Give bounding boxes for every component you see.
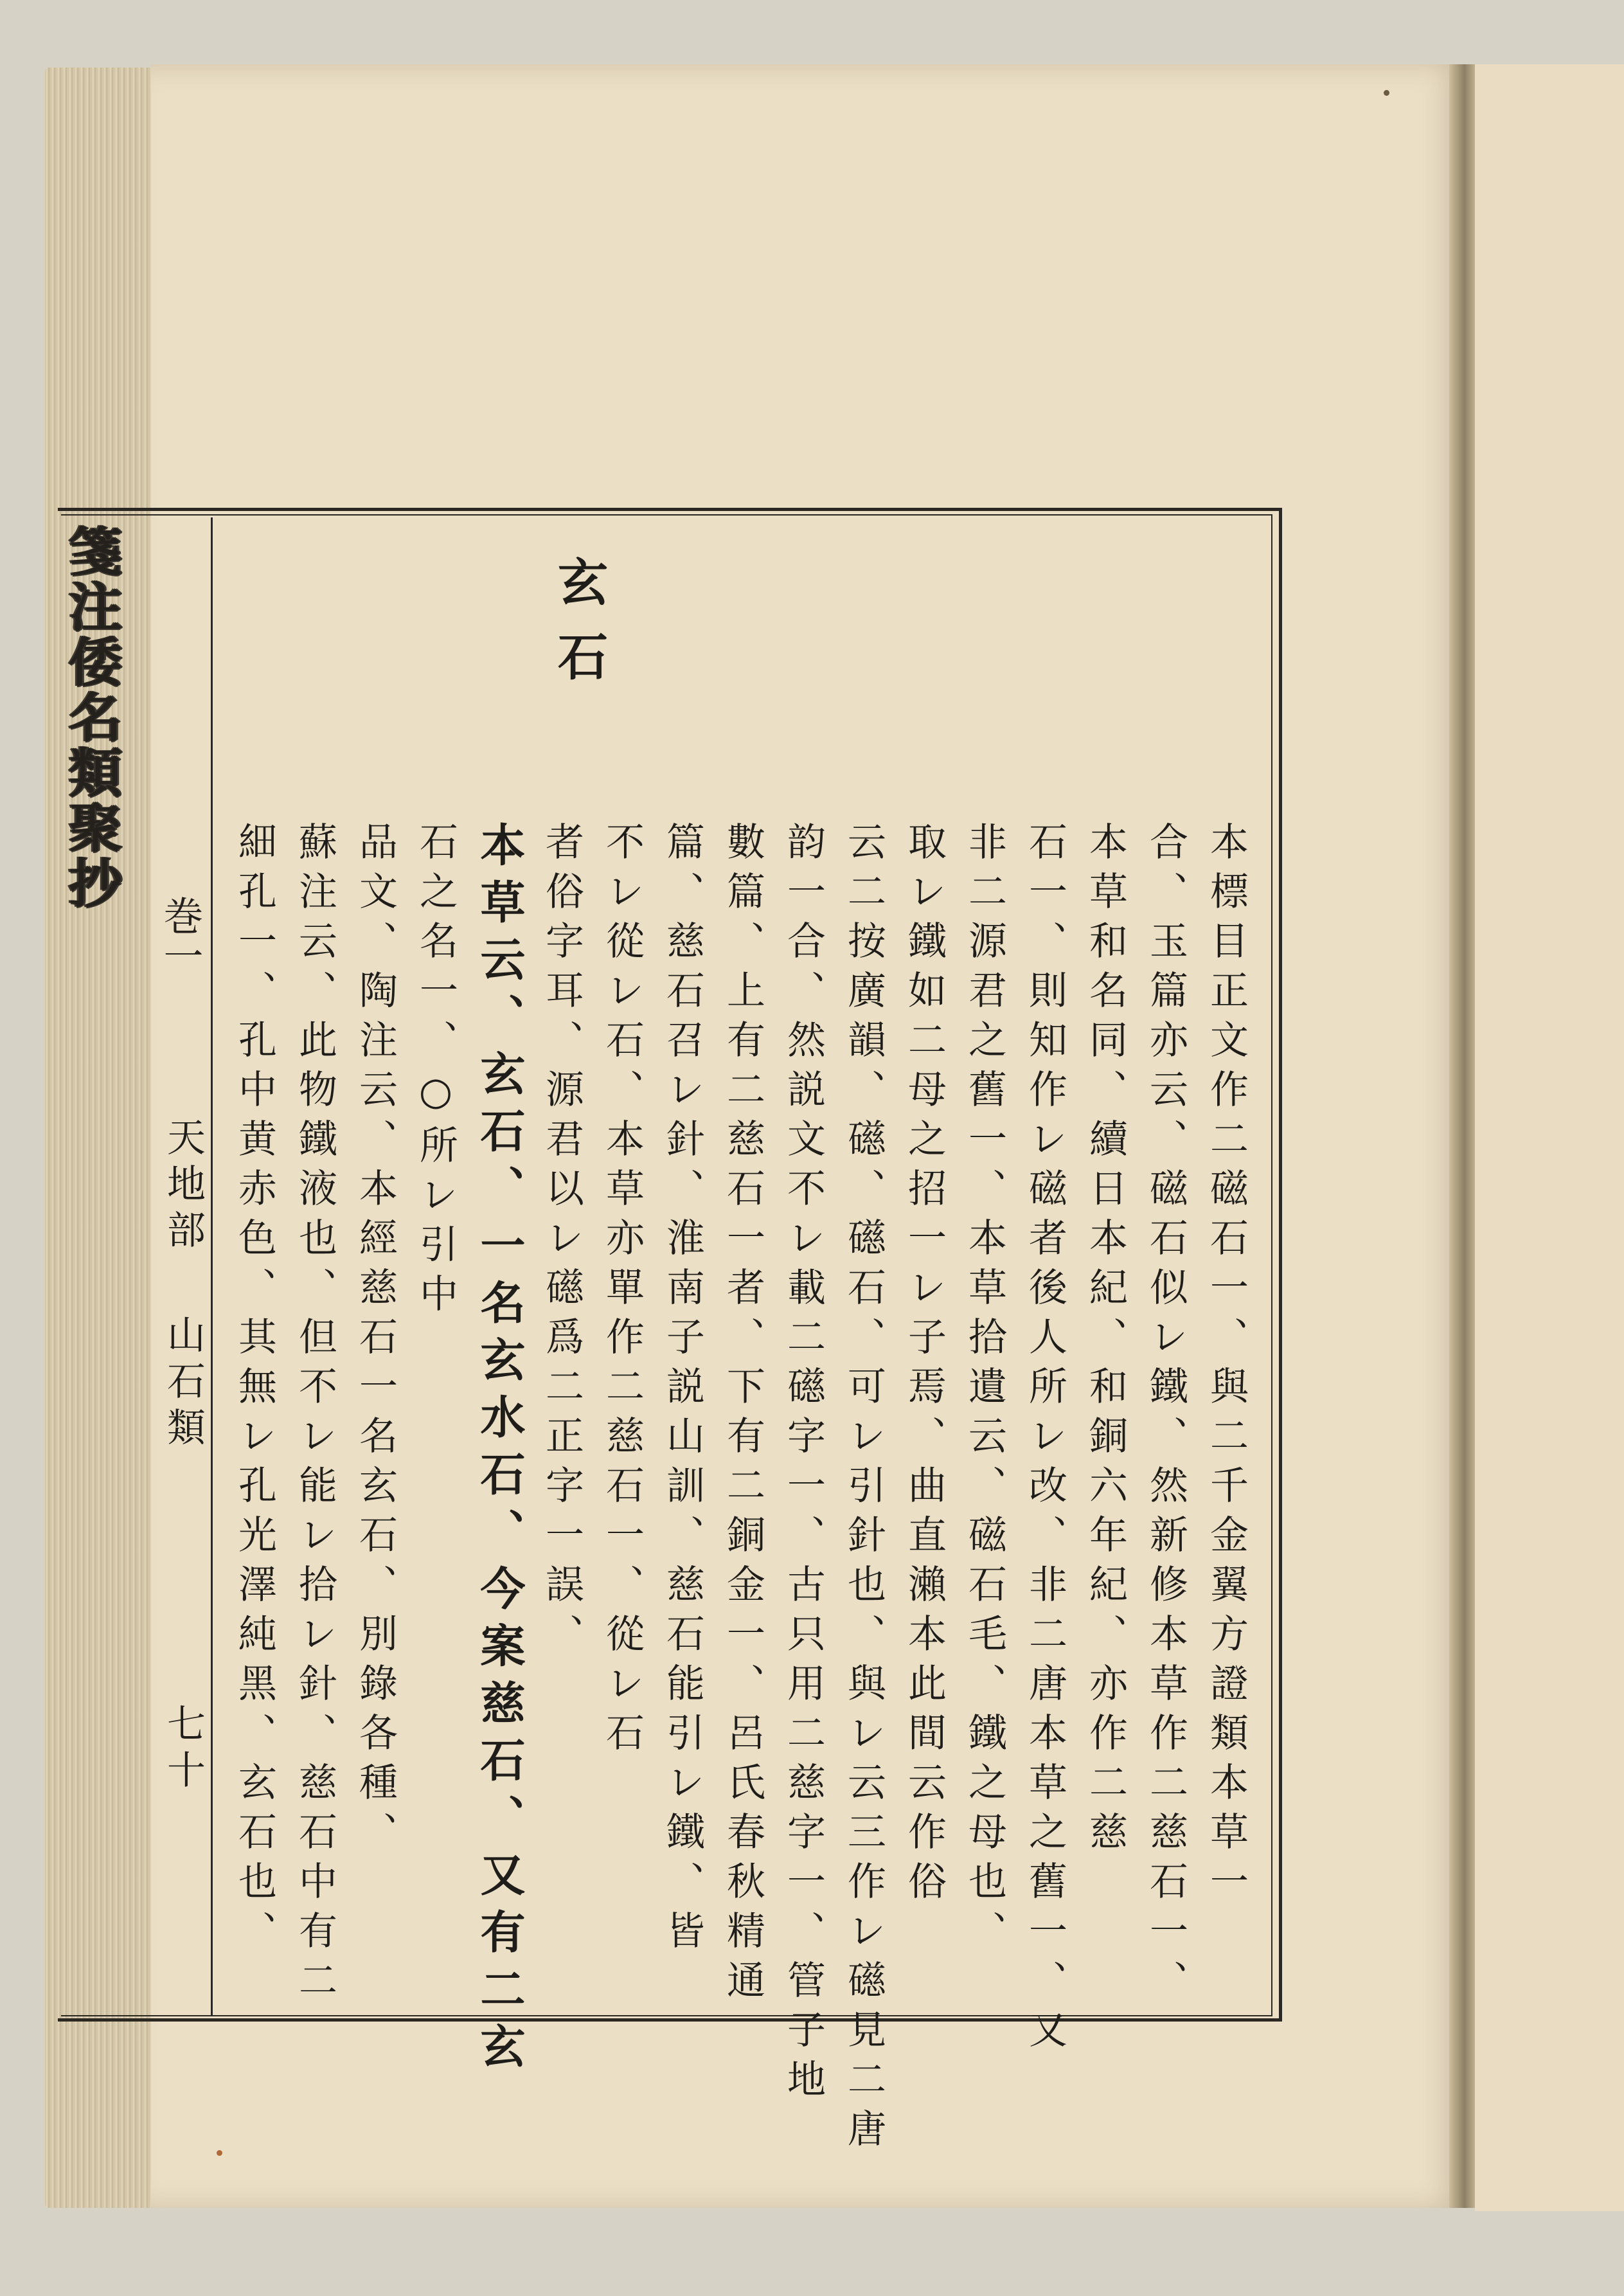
text-column: 細孔一、孔中黄赤色、其無レ孔光澤純黑、玄石也、 bbox=[232, 821, 277, 1960]
paper-spot bbox=[217, 2150, 222, 2156]
paper-spot bbox=[1384, 90, 1389, 96]
edge-book-title: 箋注倭名類聚抄 bbox=[60, 524, 122, 911]
facing-page bbox=[1475, 64, 1624, 2211]
text-column: 數篇、上有二慈石一者、下有二銅金一、呂氏春秋精通 bbox=[720, 821, 765, 2009]
text-column: 石一、則知作レ磁者後人所レ改、非二唐本草之舊一、又 bbox=[1022, 821, 1067, 2059]
text-column: 不レ從レ石、本草亦單作二慈石一、從レ石 bbox=[600, 821, 645, 1762]
text-column: 取レ鐵如二母之招一レ子焉、曲直瀨本此間云作俗 bbox=[902, 821, 947, 1910]
page-number: 七十 bbox=[161, 1703, 206, 1796]
text-column: 本標目正文作二磁石一、與二千金翼方證類本草一 bbox=[1204, 821, 1249, 1910]
category-label: 山石類 bbox=[161, 1314, 206, 1453]
text-column: 合、玉篇亦云、磁石似レ鐵、然新修本草作二慈石一、 bbox=[1143, 821, 1188, 2009]
text-column: 非二源君之舊一、本草拾遺云、磁石毛、鐵之母也、 bbox=[962, 821, 1007, 1960]
text-column: 云二按廣韻、礠、礠石、可レ引針也、與レ云三作レ礠見二唐 bbox=[841, 821, 886, 2158]
entry-heading: 玄石 bbox=[549, 556, 608, 705]
text-column: 篇、慈石召レ針、淮南子説山訓、慈石能引レ鐵、皆 bbox=[660, 821, 705, 1960]
text-column: 石之名一、○所レ引中 bbox=[413, 821, 458, 1323]
edge-volume-label: 巻一 bbox=[157, 895, 204, 975]
section-label: 天地部 bbox=[161, 1117, 206, 1256]
margin-divider bbox=[211, 517, 213, 2015]
text-column: 蘇注云、此物鐵液也、但不レ能レ拾レ針、慈石中有二 bbox=[292, 821, 337, 2009]
text-column: 品文、陶注云、本經慈石一名玄石、別錄各種、 bbox=[353, 821, 398, 1861]
text-column: 本草和名同、續日本紀、和銅六年紀、亦作二慈 bbox=[1083, 821, 1128, 1861]
text-column: 韵一合、然説文不レ載二礠字一、古只用二慈字一、管子地 bbox=[781, 821, 826, 2108]
book-gutter bbox=[1449, 64, 1475, 2208]
text-column-main: 本草云、玄石、一名玄水石、今案慈石、又有二玄 bbox=[473, 821, 526, 2080]
text-column: 者俗字耳、源君以レ礠爲二正字一誤、 bbox=[539, 821, 584, 1663]
